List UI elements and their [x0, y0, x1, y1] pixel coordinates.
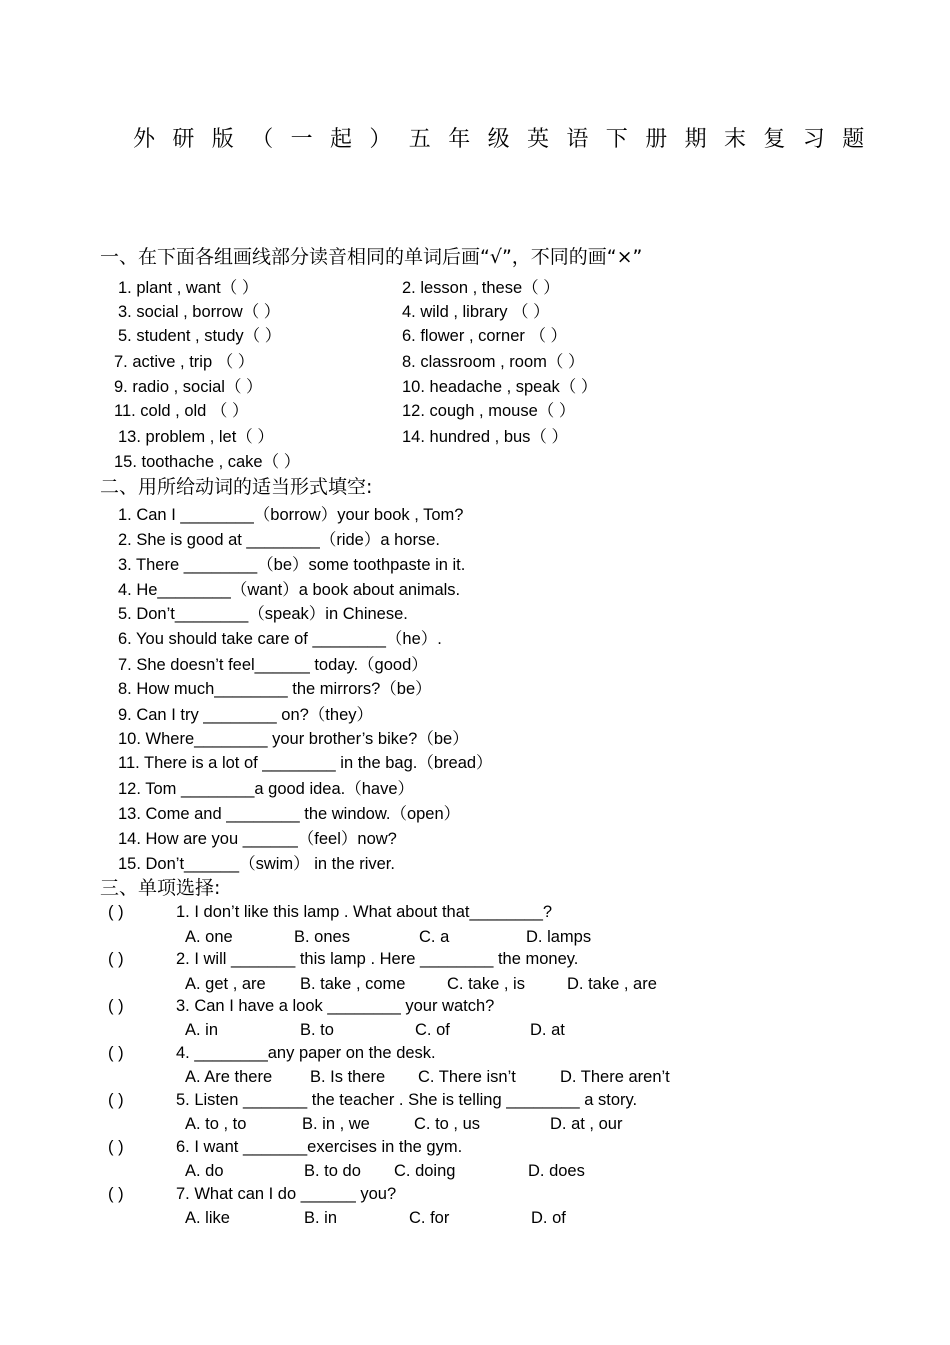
s1-item-1: 1. plant , want（ ） — [118, 279, 259, 297]
s3-q1-option-b: B. ones — [294, 928, 350, 946]
s2-item-7: 7. She doesn’t feel______ today.（good） — [118, 656, 428, 674]
s2-item-1: 1. Can I ________（borrow）your book , Tom? — [118, 506, 464, 524]
s1-item-6: 6. flower , corner （ ） — [402, 327, 568, 345]
answer-paren: ( ) — [108, 1091, 124, 1109]
s3-q1-option-c: C. a — [419, 928, 450, 946]
s2-item-12: 12. Tom ________a good idea.（have） — [118, 780, 415, 798]
s3-question-4: 4. ________any paper on the desk. — [176, 1044, 436, 1062]
s3-q7-option-d: D. of — [531, 1209, 566, 1227]
s3-q6-option-d: D. does — [528, 1162, 585, 1180]
s3-q4-option-d: D. There aren’t — [560, 1068, 670, 1086]
s2-item-13: 13. Come and ________ the window.（open） — [118, 805, 461, 823]
s3-q4-option-b: B. Is there — [310, 1068, 386, 1086]
s3-q2-option-d: D. take , are — [567, 975, 657, 993]
s3-q3-option-c: C. of — [415, 1021, 450, 1039]
s1-item-15: 15. toothache , cake（ ） — [114, 453, 301, 471]
s2-item-4: 4. He________（want）a book about animals. — [118, 581, 461, 599]
s1-item-2: 2. lesson , these（ ） — [402, 279, 560, 297]
s3-q5-option-d: D. at , our — [550, 1115, 623, 1133]
s3-q5-option-b: B. in , we — [302, 1115, 370, 1133]
s3-q7-option-c: C. for — [409, 1209, 450, 1227]
section2-heading: 二、用所给动词的适当形式填空: — [100, 476, 373, 498]
s3-q6-option-b: B. to do — [304, 1162, 361, 1180]
s3-q2-option-a: A. get , are — [185, 975, 266, 993]
s3-q1-option-d: D. lamps — [526, 928, 592, 946]
s2-item-5: 5. Don’t________（speak）in Chinese. — [118, 605, 408, 623]
s2-item-15: 15. Don’t______（swim） in the river. — [118, 855, 395, 873]
answer-paren: ( ) — [108, 1044, 124, 1062]
s2-item-10: 10. Where________ your brother’s bike?（be） — [118, 730, 469, 748]
s3-q5-option-a: A. to , to — [185, 1115, 247, 1133]
s3-q4-option-c: C. There isn’t — [418, 1068, 516, 1086]
s3-q2-option-c: C. take , is — [447, 975, 525, 993]
s3-q2-option-b: B. take , come — [300, 975, 406, 993]
section3-heading: 三、单项选择: — [100, 877, 221, 899]
section1-heading: 一、在下面各组画线部分读音相同的单词后画“√”，不同的画“×” — [100, 246, 643, 268]
s3-question-7: 7. What can I do ______ you? — [176, 1185, 397, 1203]
s2-item-8: 8. How much________ the mirrors?（be） — [118, 680, 432, 698]
s3-question-6: 6. I want _______exercises in the gym. — [176, 1138, 463, 1156]
answer-paren: ( ) — [108, 997, 124, 1015]
s2-item-2: 2. She is good at ________（ride）a horse. — [118, 531, 440, 549]
s1-item-7: 7. active , trip （ ） — [114, 353, 255, 371]
s1-item-11: 11. cold , old （ ） — [114, 402, 249, 420]
s1-item-5: 5. student , study（ ） — [118, 327, 282, 345]
s3-q6-option-a: A. do — [185, 1162, 224, 1180]
page-title: 外研版（一起）五年级英语下册期末复习题 — [133, 127, 882, 152]
answer-paren: ( ) — [108, 950, 124, 968]
s1-item-8: 8. classroom , room（ ） — [402, 353, 585, 371]
s2-item-11: 11. There is a lot of ________ in the bag.（bread） — [118, 754, 493, 772]
s2-item-14: 14. How are you ______（feel）now? — [118, 830, 397, 848]
s1-item-13: 13. problem , let（ ） — [118, 428, 274, 446]
s3-q7-option-b: B. in — [304, 1209, 338, 1227]
answer-paren: ( ) — [108, 1185, 124, 1203]
s2-item-9: 9. Can I try ________ on?（they） — [118, 706, 373, 724]
s2-item-6: 6. You should take care of ________（he）. — [118, 630, 442, 648]
s1-item-14: 14. hundred , bus（ ） — [402, 428, 569, 446]
s1-item-3: 3. social , borrow（ ） — [118, 303, 281, 321]
s3-question-1: 1. I don’t like this lamp . What about that________? — [176, 903, 553, 921]
s3-q1-option-a: A. one — [185, 928, 233, 946]
s1-item-12: 12. cough , mouse（ ） — [402, 402, 576, 420]
s3-q7-option-a: A. like — [185, 1209, 230, 1227]
answer-paren: ( ) — [108, 1138, 124, 1156]
s3-question-3: 3. Can I have a look ________ your watch? — [176, 997, 495, 1015]
s3-q3-option-d: D. at — [530, 1021, 565, 1039]
s3-question-5: 5. Listen _______ the teacher . She is telling ________ a story. — [176, 1091, 638, 1109]
s3-q3-option-b: B. to — [300, 1021, 334, 1039]
s3-q3-option-a: A. in — [185, 1021, 219, 1039]
s3-q4-option-a: A. Are there — [185, 1068, 273, 1086]
s3-q5-option-c: C. to , us — [414, 1115, 481, 1133]
answer-paren: ( ) — [108, 903, 124, 921]
s1-item-9: 9. radio , social（ ） — [114, 378, 263, 396]
s1-item-4: 4. wild , library （ ） — [402, 303, 550, 321]
s2-item-3: 3. There ________（be）some toothpaste in it. — [118, 556, 466, 574]
s3-question-2: 2. I will _______ this lamp . Here ________ the money. — [176, 950, 579, 968]
s1-item-10: 10. headache , speak（ ） — [402, 378, 598, 396]
s3-q6-option-c: C. doing — [394, 1162, 456, 1180]
